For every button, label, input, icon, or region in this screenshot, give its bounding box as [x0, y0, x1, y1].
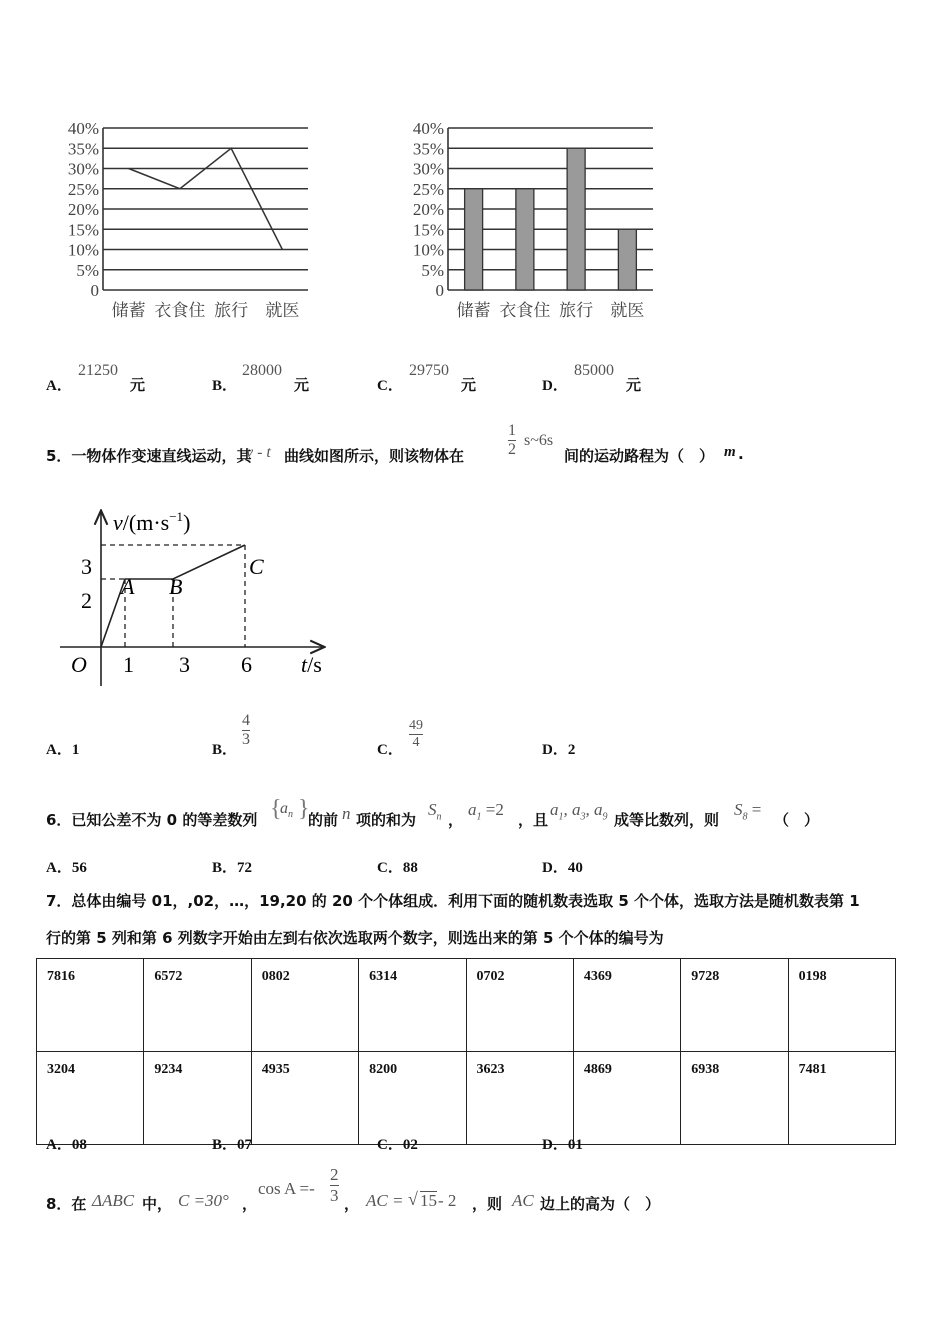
s8-symbol: S: [734, 800, 743, 819]
cos-fraction: [330, 1165, 339, 1206]
sqrt-symbol: √: [408, 1189, 418, 1209]
series-line: [129, 148, 283, 249]
option-fraction: [409, 718, 423, 751]
option-unit: 元: [130, 378, 146, 394]
bar-chart-figure: [400, 118, 670, 328]
option-letter: A．: [46, 1137, 72, 1153]
x-category-label: 储蓄: [456, 301, 491, 320]
frac-denominator: 3: [330, 1186, 339, 1205]
table-cell: 7816: [37, 959, 144, 1052]
q6-option-d[interactable]: [542, 856, 583, 877]
a1-term: [468, 800, 504, 822]
x-tick-6: 6: [241, 652, 252, 677]
option-value: 08: [71, 1137, 87, 1153]
comma: ，: [242, 1195, 258, 1213]
seq-braces: {: [270, 796, 282, 822]
q6-text: 6．已知公差不为 0 的等差数列: [46, 811, 258, 829]
table-cell: 7481: [788, 1052, 895, 1145]
option-fraction: [242, 712, 250, 749]
sn-term: [428, 800, 442, 822]
y-tick-label: 35%: [67, 139, 99, 159]
option-letter: B．: [212, 860, 238, 876]
q4-option-c[interactable]: [377, 362, 497, 392]
bar: [516, 189, 534, 290]
q5-text: 间的运动路程为（ ）: [564, 447, 715, 465]
table-cell: 6314: [359, 959, 466, 1052]
q7-option-b[interactable]: [212, 1133, 252, 1154]
option-letter: C．: [377, 742, 403, 758]
table-row: [37, 1052, 896, 1145]
sn-symbol: S: [428, 800, 437, 819]
y-tick-label: 0: [435, 281, 444, 300]
q6-option-b[interactable]: [212, 856, 252, 877]
table-cell: 3623: [466, 1052, 573, 1145]
table-cell: 9728: [681, 959, 788, 1052]
bar: [567, 148, 585, 290]
vt-graph: [55, 500, 345, 690]
random-number-table: [36, 958, 896, 1145]
option-value: 2: [567, 742, 576, 758]
x-category-label: 就医: [265, 301, 300, 320]
origin-label: O: [71, 652, 87, 677]
table-cell: 4935: [251, 1052, 358, 1145]
option-letter: B．: [212, 378, 238, 394]
frac-numerator: 49: [409, 718, 423, 733]
table-cell: 6572: [144, 959, 251, 1052]
option-value: 02: [402, 1137, 418, 1153]
q8-text: 边上的高为（ ）: [540, 1195, 661, 1213]
sqrt-value: 15: [420, 1191, 437, 1210]
comma: ，: [448, 811, 464, 829]
q8-text: ，则: [472, 1195, 503, 1213]
frac-numerator: 4: [242, 712, 250, 729]
q4-option-b[interactable]: [212, 362, 332, 392]
q6-text: ，且: [518, 811, 549, 829]
table-cell: 0702: [466, 959, 573, 1052]
a1-subscript: 1: [476, 811, 482, 823]
geo-subscript: 3: [580, 811, 586, 823]
option-letter: B．: [212, 742, 238, 758]
a1-value: =2: [481, 800, 504, 819]
option-letter: C．: [377, 860, 403, 876]
equals: =: [747, 800, 762, 819]
option-letter: D．: [542, 378, 568, 394]
vt-x-label: t/s: [301, 652, 322, 677]
bar: [465, 189, 483, 290]
y-tick-label: 30%: [67, 159, 99, 179]
option-letter: D．: [542, 1137, 568, 1153]
y-tick-label: 40%: [67, 119, 99, 138]
frac-numerator: 2: [330, 1165, 339, 1184]
option-letter: C．: [377, 378, 403, 394]
seq-braces-close: }: [298, 796, 310, 822]
q7-line-2: 行的第 5 列和第 6 列数字开始由左到右依次选取两个数字，则选出来的第 5 个个体的编号为: [46, 929, 664, 947]
geo-subscript: 1: [558, 811, 564, 823]
q7-option-d[interactable]: [542, 1133, 583, 1154]
x-tick-1: 1: [123, 652, 134, 677]
option-letter: A．: [46, 378, 72, 394]
seq-subscript: n: [288, 809, 293, 821]
table-cell: 0198: [788, 959, 895, 1052]
option-value: 01: [567, 1137, 583, 1153]
y-tick-label: 20%: [412, 200, 444, 219]
triangle-symbol: ΔABC: [92, 1191, 135, 1210]
option-value: 07: [237, 1137, 253, 1153]
vt-y-label: $v/(m\cdot s^{-1})$: [113, 509, 191, 535]
y-tick-label: 25%: [67, 179, 99, 199]
option-letter: A．: [46, 742, 72, 758]
frac-numerator: 1: [508, 422, 516, 439]
y-tick-label: 25%: [412, 179, 444, 199]
comma: ，: [344, 1195, 360, 1213]
q5-option-c[interactable]: [377, 718, 457, 764]
option-unit: 元: [626, 378, 642, 394]
q4-option-a[interactable]: [46, 362, 166, 392]
x-category-label: 就医: [610, 301, 645, 320]
table-cell: 4869: [573, 1052, 680, 1145]
y-tick-label: 35%: [412, 139, 444, 159]
q6-text: 的前: [308, 811, 339, 829]
table-cell: 3204: [37, 1052, 144, 1145]
bar: [618, 229, 636, 290]
y-tick-3: 3: [81, 554, 92, 579]
option-letter: B．: [212, 1137, 238, 1153]
y-tick-label: 15%: [67, 220, 99, 240]
q6-text: 项的和为: [356, 811, 417, 829]
q6-stem: [46, 796, 926, 836]
q8-text: 8．在: [46, 1195, 87, 1213]
minus-two: - 2: [438, 1191, 457, 1210]
table-cell: 6938: [681, 1052, 788, 1145]
option-letter: D．: [542, 860, 568, 876]
frac-denominator: 3: [242, 731, 250, 748]
option-value: 21250: [78, 362, 118, 379]
q5-option-d[interactable]: [542, 738, 575, 759]
q7-line-1: 7．总体由编号 01，,02，…，19,20 的 20 个个体组成．利用下面的随机数表选取 5 个个体，选取方法是随机数表第 1: [46, 892, 860, 910]
y-tick-label: 20%: [67, 200, 99, 219]
option-value: 29750: [409, 362, 449, 379]
q5-text: 曲线如图所示，则该物体在: [284, 447, 465, 465]
q6-option-a[interactable]: [46, 856, 87, 877]
q5-stem: [46, 422, 926, 472]
line-chart-figure: [55, 118, 325, 328]
seq-term: [280, 800, 293, 820]
geo-separator: , a: [585, 800, 603, 819]
point-b-label: B: [169, 574, 183, 599]
a1-symbol: a: [468, 800, 477, 819]
option-value: 56: [71, 860, 87, 876]
x-category-label: 衣食住: [499, 301, 551, 320]
option-letter: A．: [46, 860, 72, 876]
y-tick-label: 10%: [67, 240, 99, 260]
ac-symbol: AC: [512, 1191, 534, 1210]
vt-symbol: v - t: [246, 444, 271, 461]
y-tick-label: 15%: [412, 220, 444, 240]
q4-option-d[interactable]: [542, 362, 662, 392]
s8-term: [734, 800, 761, 822]
option-letter: D．: [542, 742, 568, 758]
option-value: 28000: [242, 362, 282, 379]
q7-option-c[interactable]: [377, 1133, 418, 1154]
table-cell: 9234: [144, 1052, 251, 1145]
table-cell: 0802: [251, 959, 358, 1052]
n-symbol: n: [342, 804, 351, 823]
point-a-label: A: [121, 574, 135, 599]
q6-option-c[interactable]: [377, 856, 418, 877]
y-tick-label: 10%: [412, 240, 444, 260]
seq-symbol: a: [280, 800, 288, 817]
x-category-label: 旅行: [559, 301, 594, 320]
option-unit: 元: [294, 378, 310, 394]
geo-terms: [550, 800, 608, 822]
s8-subscript: 8: [742, 811, 748, 823]
cos-expression: cos A =-: [258, 1179, 315, 1198]
geo-separator: , a: [563, 800, 581, 819]
q5-option-a[interactable]: [46, 738, 79, 759]
y-tick-label: 40%: [412, 119, 444, 138]
table-cell: 4369: [573, 959, 680, 1052]
option-value: 1: [71, 742, 80, 758]
table-cell: 8200: [359, 1052, 466, 1145]
q6-text: 成等比数列，则: [614, 811, 720, 829]
option-unit: 元: [461, 378, 477, 394]
q5-text: 5．一物体作变速直线运动，其: [46, 447, 252, 465]
x-category-label: 旅行: [214, 301, 249, 320]
geo-symbol: a: [550, 800, 559, 819]
period: .: [738, 445, 744, 463]
unit-m: m: [724, 444, 736, 460]
q5-fraction: [508, 422, 516, 459]
option-value: 40: [567, 860, 583, 876]
y-tick-label: 30%: [412, 159, 444, 179]
y-tick-label: 5%: [76, 260, 99, 280]
geo-subscript: 9: [602, 811, 608, 823]
q7-option-a[interactable]: [46, 1133, 87, 1154]
option-letter: C．: [377, 1137, 403, 1153]
q5-option-b[interactable]: [212, 712, 292, 762]
q8-stem: [46, 1165, 926, 1215]
q8-text: 中，: [142, 1195, 173, 1213]
q6-text: （ ）: [774, 811, 820, 829]
table-row: [37, 959, 896, 1052]
angle-c: C =30°: [178, 1191, 229, 1210]
frac-denominator: 2: [508, 441, 516, 458]
sn-subscript: n: [436, 811, 442, 823]
y-tick-label: 5%: [421, 260, 444, 280]
x-tick-3: 3: [179, 652, 190, 677]
option-value: 88: [402, 860, 418, 876]
y-tick-label: 0: [90, 281, 99, 300]
x-category-label: 储蓄: [111, 301, 146, 320]
frac-denominator: 4: [412, 735, 420, 750]
point-c-label: C: [249, 554, 264, 579]
y-tick-2: 2: [81, 588, 92, 613]
option-value: 85000: [574, 362, 614, 379]
ac-expression: AC =: [366, 1191, 404, 1210]
option-value: 72: [237, 860, 253, 876]
x-category-label: 衣食住: [154, 301, 206, 320]
time-range: s~6s: [524, 432, 554, 449]
